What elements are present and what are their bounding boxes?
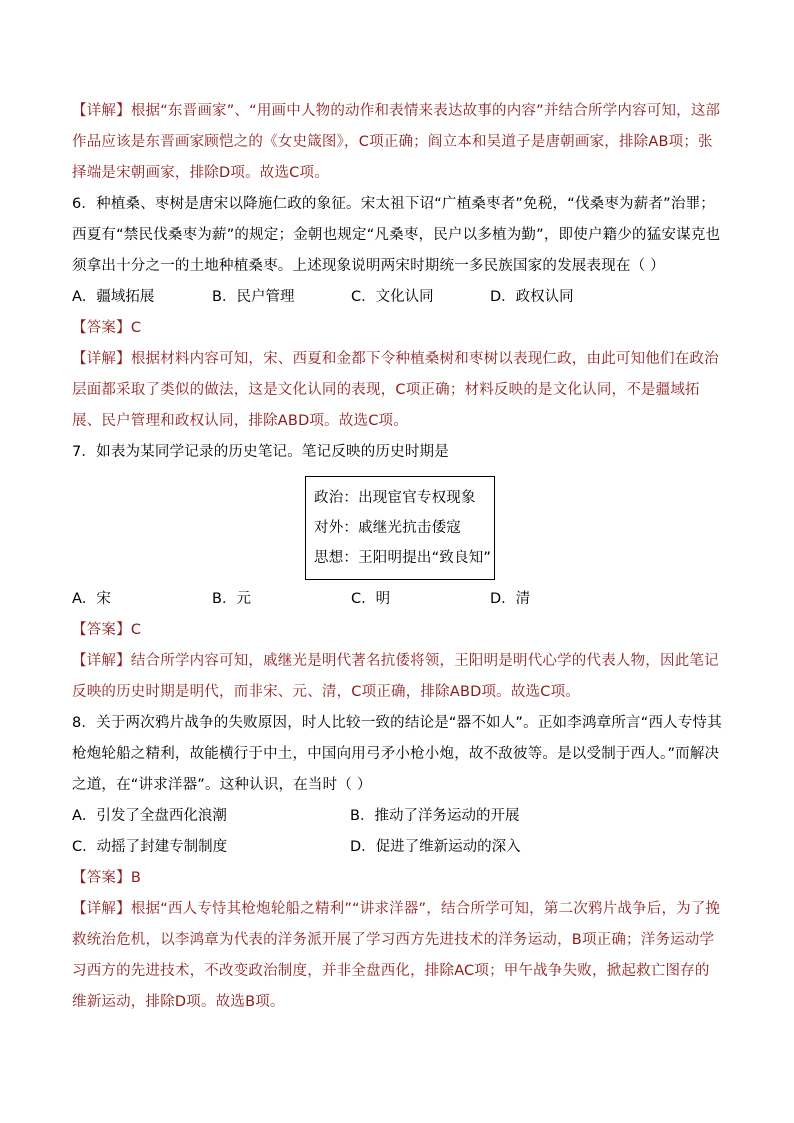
q6-detail-text: 根据材料内容可知，宋、西夏和金都下令种植桑树和枣树以表现仁政，由此可知他们在政治层面都采取了类似的做法，这是文化认同的表现，C项正确；材料反映的是文化认同，不是疆域拓展、民户管理和政权认同，排除ABD项。故选C项。 bbox=[72, 351, 719, 429]
q8-detail bbox=[72, 894, 724, 1018]
q8-answer-value: B bbox=[130, 870, 141, 886]
q8-options-row1 bbox=[72, 801, 724, 832]
q5-detail-text: 根据“东晋画家”、“用画中人物的动作和表情来表达故事的内容”并结合所学内容可知，这部作品应该是东晋画家顾恺之的《女史箴图》，C项正确；阎立本和吴道子是唐朝画家，排除AB项；张择端是宋朝画家，排除D项。故选C项。 bbox=[72, 103, 721, 181]
q8-detail-tag: 【详解】 bbox=[72, 901, 131, 917]
q7-note-line-foreign: 对外：戚继光抗击倭寇 bbox=[314, 520, 461, 536]
q8-option-a: A．引发了全盘西化浪潮 bbox=[72, 808, 227, 824]
q8-answer bbox=[72, 863, 724, 894]
q8-detail-text: 根据“西人专恃其枪炮轮船之精利”“讲求洋器”，结合所学可知，第二次鸦片战争后，为了挽救统治危机，以李鸿章为代表的洋务派开展了学习西方先进技术的洋务运动，B项正确；洋务运动学习西方的先进技术，不改变政治制度，并非全盘西化，排除AC项；甲午战争失败，掀起救亡图存的维新运动，排除D项。故选B项。 bbox=[72, 901, 721, 1010]
q8-option-b: B．推动了洋务运动的开展 bbox=[350, 808, 520, 824]
q7-detail bbox=[72, 646, 724, 708]
q7-options bbox=[72, 584, 724, 615]
q8-option-d: D．促进了维新运动的深入 bbox=[350, 839, 521, 855]
q7-note-line-thought: 思想：王阳明提出“致良知” bbox=[314, 550, 492, 566]
q6-answer bbox=[72, 313, 724, 344]
q6-options bbox=[72, 282, 724, 313]
q7-option-b: B．元 bbox=[212, 591, 251, 607]
q5-detail-tag: 【详解】 bbox=[72, 103, 131, 119]
q8-option-c: C．动摇了封建专制制度 bbox=[72, 839, 228, 855]
q6-option-a: A．疆域拓展 bbox=[72, 289, 155, 305]
q8-stem: 8．关于两次鸦片战争的失败原因，时人比较一致的结论是“器不如人”。正如李鸿章所言“西人专恃其枪炮轮船之精利，故能横行于中土，中国向用弓矛小枪小炮，故不敌彼等。是以受制于西人。”而解决之道，在“讲求洋器”。这种认识，在当时（ ） bbox=[72, 715, 722, 793]
q6-answer-value: C bbox=[130, 320, 142, 336]
q7-option-a: A．宋 bbox=[72, 591, 111, 607]
q7-option-c: C．明 bbox=[351, 591, 391, 607]
q8-answer-tag: 【答案】 bbox=[72, 870, 131, 886]
q6-answer-tag: 【答案】 bbox=[72, 320, 131, 336]
q7-answer-tag: 【答案】 bbox=[72, 622, 131, 638]
q6-option-d: D．政权认同 bbox=[490, 289, 574, 305]
q5-detail bbox=[72, 96, 724, 189]
q6-detail bbox=[72, 344, 724, 437]
q7-detail-text: 结合所学内容可知，戚继光是明代著名抗倭将领，王阳明是明代心学的代表人物，因此笔记反映的历史时期是明代，而非宋、元、清，C项正确，排除ABD项。故选C项。 bbox=[72, 653, 719, 700]
q8-options-row2 bbox=[72, 832, 724, 863]
q7-stem: 7．如表为某同学记录的历史笔记。笔记反映的历史时期是 bbox=[72, 444, 449, 460]
q6-detail-tag: 【详解】 bbox=[72, 351, 131, 367]
q7-option-d: D．清 bbox=[490, 591, 531, 607]
document-page bbox=[72, 96, 724, 1018]
q7-note-table bbox=[305, 476, 495, 580]
q6-stem: 6．种植桑、枣树是唐宋以降施仁政的象征。宋太祖下诏“广植桑枣者”免税，“伐桑枣为薪者”治罪；西夏有“禁民伐桑枣为薪”的规定；金朝也规定“凡桑枣，民户以多植为勤”，即使户籍少的猛安谋克也须拿出十分之一的土地种植桑枣。上述现象说明两宋时期统一多民族国家的发展表现在（ ） bbox=[72, 196, 721, 274]
q7-answer bbox=[72, 615, 724, 646]
q6-option-c: C．文化认同 bbox=[351, 289, 434, 305]
q6-option-b: B．民户管理 bbox=[212, 289, 295, 305]
q7-detail-tag: 【详解】 bbox=[72, 653, 131, 669]
q7-answer-value: C bbox=[130, 622, 142, 638]
q7-note-line-politics: 政治：出现宦官专权现象 bbox=[314, 490, 476, 506]
